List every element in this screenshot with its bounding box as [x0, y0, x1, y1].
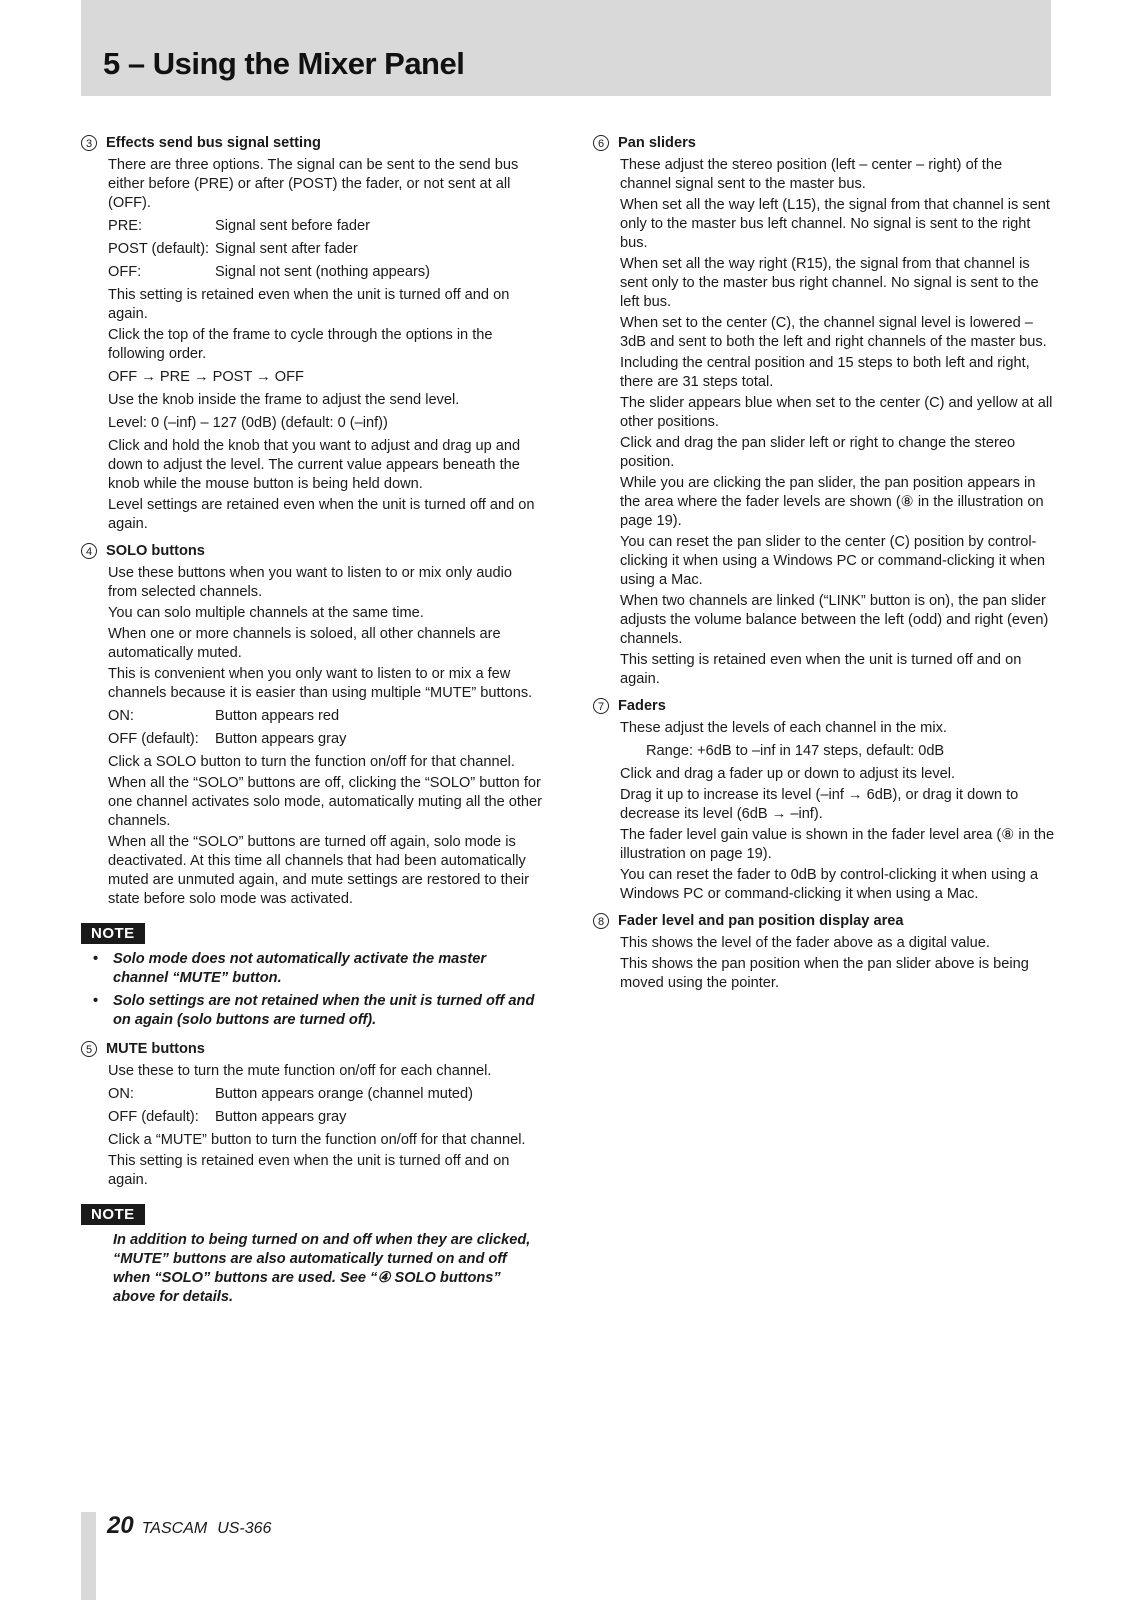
paragraph: You can solo multiple channels at the same time.: [108, 605, 424, 621]
paragraph: The fader level gain value is shown in the fader level area (⑧ in the illustration on page 19).: [620, 827, 1055, 862]
fader-range: Range: +6dB to –inf in 147 steps, default: 0dB: [646, 743, 945, 759]
left-column: [81, 134, 543, 1307]
cycle-order: OFF → PRE → POST → OFF: [108, 369, 304, 385]
option-row: [108, 217, 543, 236]
paragraph: Use the knob inside the frame to adjust the send level.: [108, 392, 460, 408]
note-mute: [81, 1198, 543, 1307]
paragraph: This is convenient when you only want to listen to or mix a few channels because it is easier than using multiple “MUTE” buttons.: [108, 666, 533, 701]
section-heading: [81, 1040, 543, 1062]
paragraph: Click the top of the frame to cycle through the options in the following order.: [108, 327, 493, 362]
section-heading: [81, 542, 543, 564]
option-key: PRE:: [108, 218, 143, 234]
paragraph: You can reset the pan slider to the center (C) position by control-clicking it when using a Windows PC or command-clicking it when using a Mac.: [620, 534, 1046, 588]
section-mute: [81, 1040, 543, 1190]
brand-name: TASCAM: [141, 1520, 208, 1537]
option-row: [108, 1108, 543, 1127]
option-row: [108, 730, 543, 749]
section-body: [81, 286, 543, 364]
note-text: In addition to being turned on and off when they are clicked, “MUTE” buttons are also automatically turned on and off when “SOLO” buttons are used. See “④ SOLO buttons” above for details.: [113, 1232, 531, 1305]
option-value: Button appears red: [215, 708, 340, 724]
paragraph: Including the central position and 15 steps to both left and right, there are 31 steps total.: [620, 355, 1030, 390]
section-body: [593, 934, 1055, 993]
option-key: OFF (default):: [108, 731, 199, 747]
model-name: US-366: [217, 1520, 272, 1537]
option-key: POST (default):: [108, 241, 210, 257]
paragraph: When set all the way right (R15), the signal from that channel is sent only to the master bus right channel. No signal is sent to the left bus.: [620, 256, 1039, 310]
paragraph: When set all the way left (L15), the signal from that channel is sent only to the master bus left channel. No signal is sent to the right bus.: [620, 197, 1050, 251]
option-key: OFF (default):: [108, 1109, 199, 1125]
right-column: [593, 134, 1055, 1001]
note-list: [81, 950, 543, 1030]
item-number: 3: [81, 135, 97, 151]
note-item: • Solo settings are not retained when the unit is turned off and on again (solo buttons are turned off).: [81, 992, 543, 1030]
item-number: 8: [593, 913, 609, 929]
paragraph: These adjust the stereo position (left – center – right) of the channel signal sent to the master bus.: [620, 157, 1003, 192]
paragraph: Click a SOLO button to turn the function on/off for that channel.: [108, 754, 515, 770]
note-badge: NOTE: [81, 1204, 145, 1225]
section-display-area: [593, 912, 1055, 993]
section-heading: [593, 134, 1055, 156]
option-row: [108, 263, 543, 282]
footer-bar: [81, 1512, 96, 1600]
section-body: [81, 564, 543, 703]
paragraph: Click and hold the knob that you want to adjust and drag up and down to adjust the level. The current value appears beneath the knob while the mouse button is being held down.: [108, 438, 521, 492]
section-title: Pan sliders: [618, 135, 696, 151]
paragraph: Drag it up to increase its level (–inf → 6dB), or drag it down to decrease its level (6dB → –inf).: [620, 787, 1019, 822]
section-title: Faders: [618, 698, 666, 714]
paragraph: This setting is retained even when the unit is turned off and on again.: [108, 287, 510, 322]
paragraph: This setting is retained even when the unit is turned off and on again.: [108, 1153, 510, 1188]
option-row: [108, 1085, 543, 1104]
option-value: Signal sent before fader: [215, 218, 370, 234]
paragraph: Use these buttons when you want to listen to or mix only audio from selected channels.: [108, 565, 512, 600]
section-heading: [81, 134, 543, 156]
item-number: 7: [593, 698, 609, 714]
paragraph: Click and drag a fader up or down to adjust its level.: [620, 766, 956, 782]
option-value: Button appears gray: [215, 1109, 347, 1125]
section-title: Effects send bus signal setting: [106, 135, 321, 151]
paragraph: While you are clicking the pan slider, the pan position appears in the area where the fader levels are shown (⑧ in the illustration on page 19).: [620, 475, 1044, 529]
section-body: [81, 1131, 543, 1190]
note-solo: [81, 917, 543, 1030]
paragraph: These adjust the levels of each channel in the mix.: [620, 720, 947, 736]
chapter-title: 5 – Using the Mixer Panel: [103, 46, 465, 81]
paragraph: There are three options. The signal can be sent to the send bus either before (PRE) or after (POST) the fader, or not sent at all (OFF).: [108, 157, 519, 211]
paragraph: Use these to turn the mute function on/off for each channel.: [108, 1063, 492, 1079]
paragraph: This setting is retained even when the unit is turned off and on again.: [620, 652, 1022, 687]
section-body: [593, 719, 1055, 738]
paragraph: This shows the level of the fader above as a digital value.: [620, 935, 990, 951]
option-row: [108, 240, 543, 259]
section-body: [593, 765, 1055, 904]
paragraph: When one or more channels is soloed, all other channels are automatically muted.: [108, 626, 501, 661]
section-faders: [593, 697, 1055, 904]
page-number: 20: [107, 1512, 134, 1539]
section-heading: [593, 912, 1055, 934]
paragraph: This shows the pan position when the pan slider above is being moved using the pointer.: [620, 956, 1029, 991]
paragraph: When set to the center (C), the channel signal level is lowered –3dB and sent to both the left and right channels of the master bus.: [620, 315, 1047, 350]
paragraph: When all the “SOLO” buttons are off, clicking the “SOLO” button for one channel activates solo mode, automatically muting all the other channels.: [108, 775, 543, 829]
item-number: 6: [593, 135, 609, 151]
option-key: ON:: [108, 708, 134, 724]
section-pan-sliders: [593, 134, 1055, 689]
option-value: Button appears gray: [215, 731, 347, 747]
section-body: [81, 753, 543, 909]
note-badge: NOTE: [81, 923, 145, 944]
section-body: [81, 391, 543, 410]
paragraph: When all the “SOLO” buttons are turned off again, solo mode is deactivated. At this time all channels that had been automatically muted are unmuted again, and mute settings are restored to their state before solo mode was activated.: [108, 834, 530, 907]
level-range: Level: 0 (–inf) – 127 (0dB) (default: 0 (–inf)): [108, 415, 388, 431]
paragraph: When two channels are linked (“LINK” button is on), the pan slider adjusts the volume balance between the left (odd) and right (even) channels.: [620, 593, 1049, 647]
paragraph: Click and drag the pan slider left or right to change the stereo position.: [620, 435, 1016, 470]
option-value: Button appears orange (channel muted): [215, 1086, 473, 1102]
option-key: ON:: [108, 1086, 134, 1102]
section-title: Fader level and pan position display area: [618, 913, 904, 929]
section-body: [81, 437, 543, 534]
option-key: OFF:: [108, 264, 142, 280]
section-heading: [593, 697, 1055, 719]
section-title: MUTE buttons: [106, 1041, 205, 1057]
item-number: 4: [81, 543, 97, 559]
paragraph: You can reset the fader to 0dB by control-clicking it when using a Windows PC or command-clicking it when using a Mac.: [620, 867, 1039, 902]
option-value: Signal sent after fader: [215, 241, 358, 257]
section-body: [81, 1062, 543, 1081]
paragraph: Click a “MUTE” button to turn the function on/off for that channel.: [108, 1132, 526, 1148]
note-item: • Solo mode does not automatically activate the master channel “MUTE” button.: [81, 950, 543, 988]
section-title: SOLO buttons: [106, 543, 205, 559]
section-body: [81, 156, 543, 213]
section-effects-send: [81, 134, 543, 534]
option-value: Signal not sent (nothing appears): [215, 264, 430, 280]
section-body: [593, 156, 1055, 689]
section-solo: [81, 542, 543, 909]
paragraph: The slider appears blue when set to the center (C) and yellow at all other positions.: [620, 395, 1053, 430]
paragraph: Level settings are retained even when the unit is turned off and on again.: [108, 497, 535, 532]
item-number: 5: [81, 1041, 97, 1057]
page-footer: [107, 1512, 271, 1540]
option-row: [108, 707, 543, 726]
